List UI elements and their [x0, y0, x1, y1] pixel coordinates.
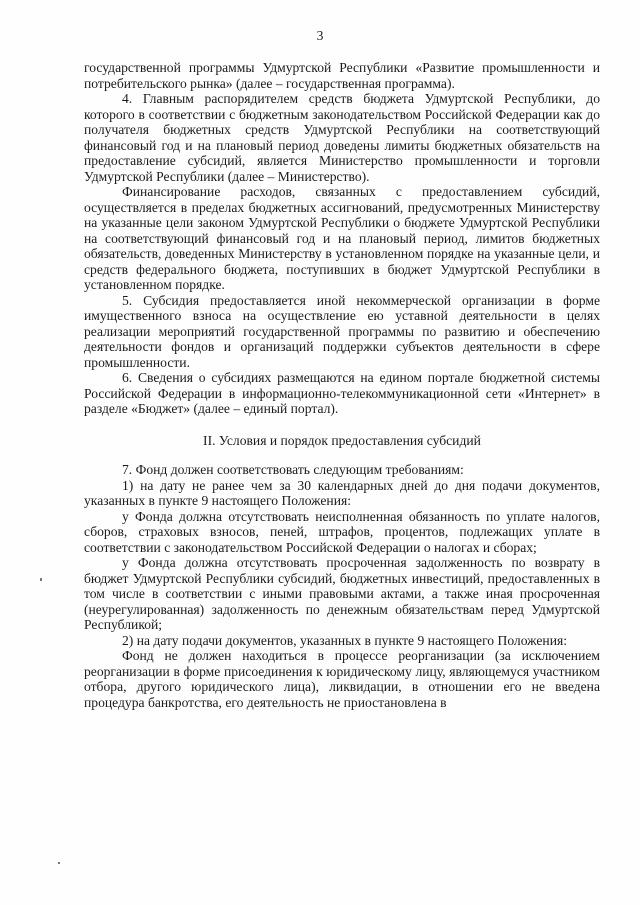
- page-number: 3: [316, 28, 324, 43]
- paragraph: Фонд не должен находиться в процессе реорганизации (за исключением реорганизации в форме присоединения к юридическому лицу, являющемуся участником отбора, другого юридического лица), ликвидации, в отношении его не введена процедура банкротства, его деятельность не приостановлена в: [84, 648, 600, 710]
- document-body: [84, 60, 600, 710]
- paragraph: 5. Субсидия предоставляется иной некоммерческой организации в форме имущественного взноса на осуществление ею уставной деятельности в целях реализации мероприятий государственной программы по развитию и обеспечению деятельности фондов и организаций поддержки субъектов деятельности в сфере промышленности.: [84, 292, 600, 370]
- paragraphs-before: [84, 60, 600, 417]
- section-heading: II. Условия и порядок предоставления субсидий: [203, 432, 481, 448]
- scan-speck: [40, 578, 42, 581]
- paragraph: 2) на дату подачи документов, указанных в пункте 9 настоящего Положения:: [122, 632, 568, 648]
- paragraph: у Фонда должна отсутствовать неисполненная обязанность по уплате налогов, сборов, страховых взносов, пеней, штрафов, процентов, подлежащих уплате в соответствии с законодательством Российской Федерации о налогах и сборах;: [84, 508, 600, 555]
- paragraph: Финансирование расходов, связанных с предоставлением субсидий, осуществляется в пределах бюджетных ассигнований, предусмотренных Министерству на указанные цели законом Удмуртской Республики о бюджете Удмуртской Республики на соответствующий финансовый год и на плановый период, лимитов бюджетных обязательств, доведенных Министерству в установленном порядке на указанные цели, и средств федерального бюджета, поступивших в бюджет Удмуртской Республики в установленном порядке.: [84, 184, 600, 292]
- paragraph: 7. Фонд должен соответствовать следующим требованиям:: [122, 462, 464, 477]
- paragraphs-after: [84, 462, 600, 710]
- paragraph: государственной программы Удмуртской Республики «Развитие промышленности и потребительского рынка» (далее – государственная программа).: [84, 60, 600, 91]
- paragraph: 4. Главным распорядителем средств бюджета Удмуртской Республики, до которого в соответствии с бюджетным законодательством Российской Федерации как до получателя бюджетных средств Удмуртской Республики на соответствующий финансовый год и на плановый период доведены лимиты бюджетных обязательств на предоставление субсидий, является Министерство промышленности и торговли Удмуртской Республики (далее – Министерство).: [84, 91, 600, 184]
- paragraph: 1) на дату не ранее чем за 30 календарных дней до дня подачи документов, указанных в пункте 9 настоящего Положения:: [84, 477, 600, 508]
- scan-speck: [58, 862, 60, 864]
- paragraph: у Фонда должна отсутствовать просроченная задолженность по возврату в бюджет Удмуртской Республики субсидий, бюджетных инвестиций, предоставленных в том числе в соответствии с иными правовыми актами, а также иная просроченная (неурегулированная) задолженность по денежным обязательствам перед Удмуртской Республикой;: [84, 555, 600, 632]
- paragraph: 6. Сведения о субсидиях размещаются на едином портале бюджетной системы Российской Федерации в информационно-телекоммуникационной сети «Интернет» в разделе «Бюджет» (далее – единый портал).: [84, 370, 600, 416]
